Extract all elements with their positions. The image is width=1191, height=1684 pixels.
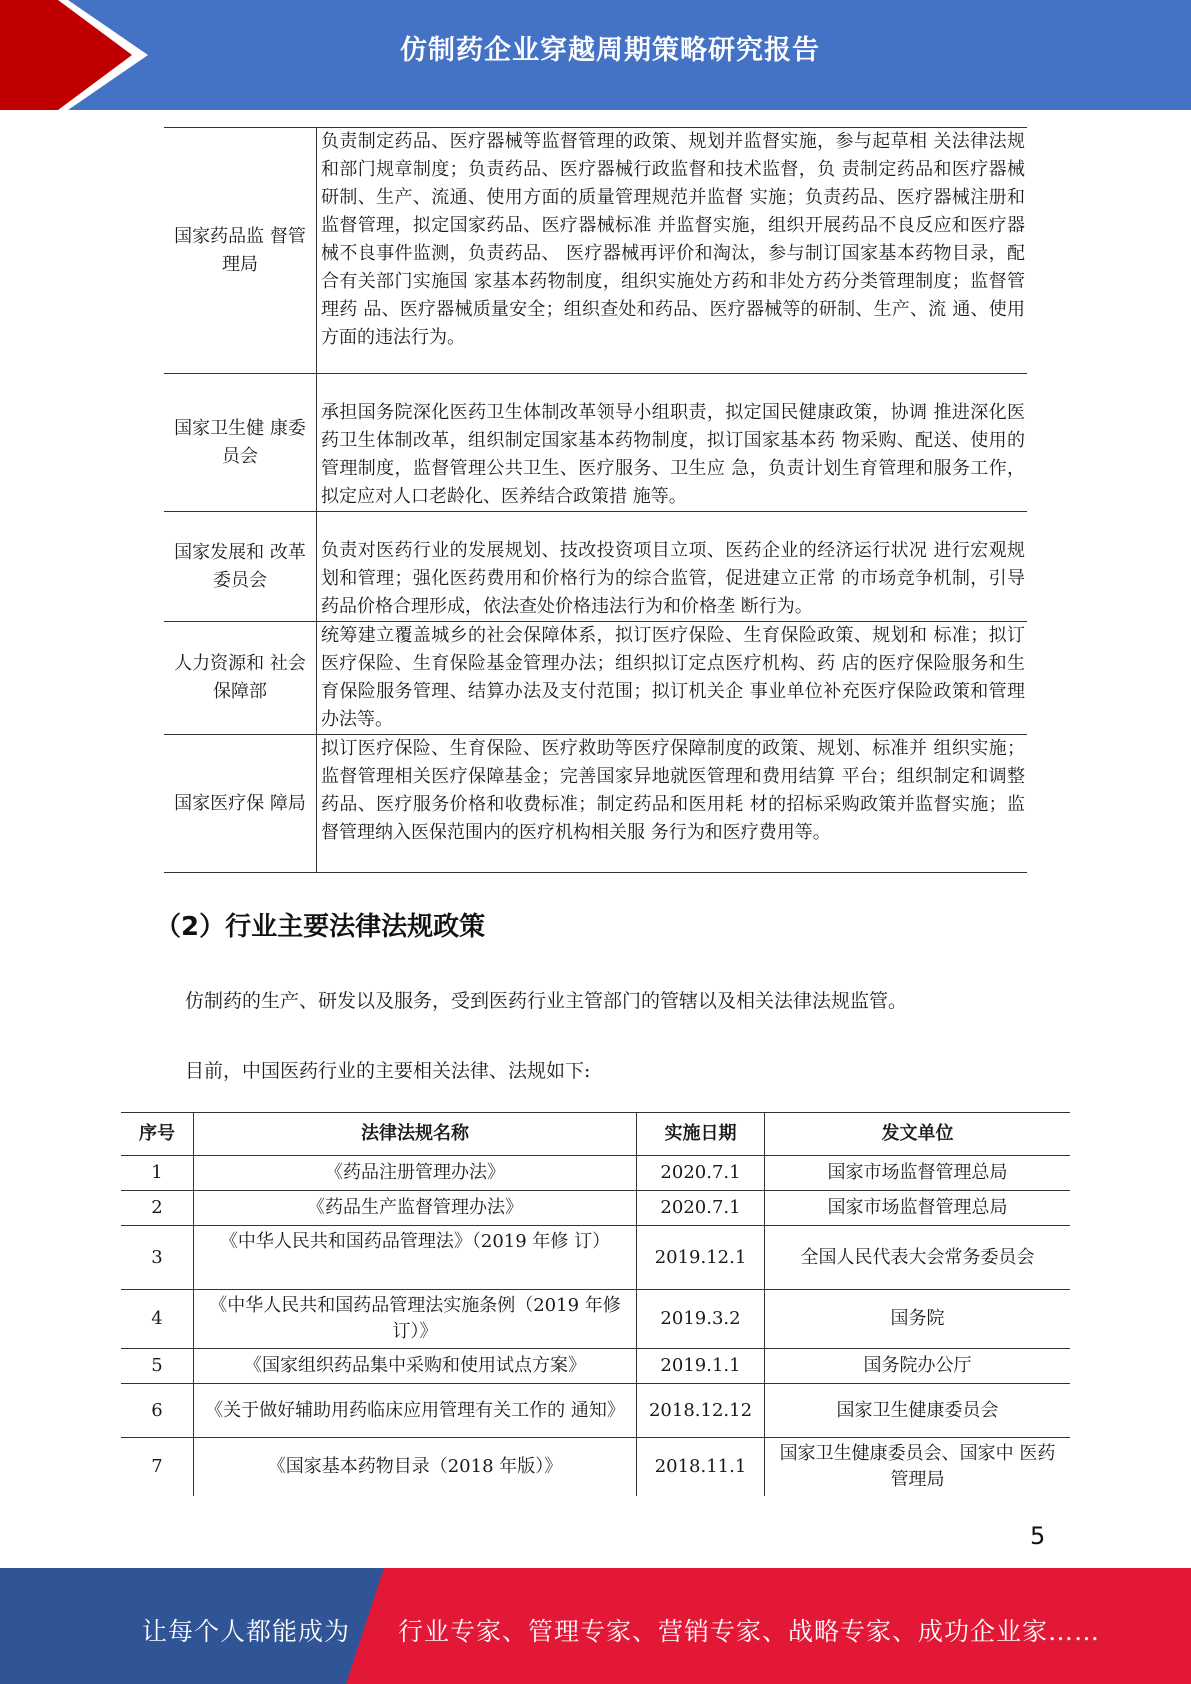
table-row [121, 1226, 1070, 1290]
table-row [121, 1438, 1070, 1497]
table-row [164, 374, 1027, 512]
agency-name: 国家发展和 改革委员会 [164, 512, 317, 622]
issuing-authority: 国家卫生健康委员会 [765, 1384, 1071, 1438]
column-header-date: 实施日期 [637, 1113, 765, 1156]
agency-description: 负责对医药行业的发展规划、技改投资项目立项、医药企业的经济运行状况 进行宏观规划和管理；强化医药费用和价格行为的综合监管，促进建立正常 的市场竞争机制，引导药品价格合理形成，依法查处价格违法行为和价格垄 断行为。 [321, 540, 1025, 617]
issuing-authority: 国务院办公厅 [765, 1349, 1071, 1384]
agency-description: 拟订医疗保险、生育保险、医疗救助等医疗保障制度的政策、规划、标准并 组织实施；监督管理相关医疗保障基金；完善国家异地就医管理和费用结算 平台；组织制定和调整药品、医疗服务价格和收费标准；制定药品和医用耗 材的招标采购政策并监督实施；监督管理纳入医保范围内的医疗机构相关服 务行为和医疗费用等。 [321, 738, 1025, 843]
law-name: 《关于做好辅助用药临床应用管理有关工作的 通知》 [194, 1384, 637, 1438]
agency-description: 承担国务院深化医药卫生体制改革领导小组职责，拟定国民健康政策，协调 推进深化医药卫生体制改革，组织制定国家基本药物制度，拟订国家基本药 物采购、配送、使用的管理制度，监督管理公共卫生、医疗服务、卫生应 急，负责计划生育管理和服务工作，拟定应对人口老龄化、医养结合政策措 施等。 [321, 402, 1025, 507]
table-row [164, 512, 1027, 622]
agency-name: 国家卫生健 康委员会 [164, 374, 317, 512]
table-row [121, 1384, 1070, 1438]
table-row [121, 1191, 1070, 1226]
agency-name: 人力资源和 社会保障部 [164, 622, 317, 735]
page-number: 5 [1030, 1522, 1046, 1550]
agency-description: 统筹建立覆盖城乡的社会保障体系，拟订医疗保险、生育保险政策、规划和 标准；拟订医疗保险、生育保险基金管理办法；组织拟订定点医疗机构、药 店的医疗保险服务和生育保险服务管理、结算办法及支付范围；拟订机关企 事业单位补充医疗保险政策和管理办法等。 [321, 625, 1025, 730]
table-header-row [121, 1113, 1070, 1156]
laws-table [121, 1112, 1070, 1496]
page-header [0, 0, 1191, 110]
law-name: 《国家组织药品集中采购和使用试点方案》 [194, 1349, 637, 1384]
column-header-name: 法律法规名称 [194, 1113, 637, 1156]
agency-description: 负责制定药品、医疗器械等监督管理的政策、规划并监督实施，参与起草相 关法律法规和部门规章制度；负责药品、医疗器械行政监督和技术监督，负 责制定药品和医疗器械研制、生产、流通、使用方面的质量管理规范并监督 实施；负责药品、医疗器械注册和监督管理，拟定国家药品、医疗器械标准 并监督实施，组织开展药品不良反应和医疗器械不良事件监测，负责药品、 医疗器械再评价和淘汰，参与制订国家基本药物目录，配合有关部门实施国 家基本药物制度，组织实施处方药和非处方药分类管理制度；监督管理药 品、医疗器械质量安全；组织查处和药品、医疗器械等的研制、生产、流 通、使用方面的违法行为。 [321, 131, 1025, 348]
issuing-authority: 国务院 [765, 1290, 1071, 1349]
effective-date: 2020.7.1 [637, 1191, 765, 1226]
agency-table [164, 127, 1027, 873]
table-row [121, 1349, 1070, 1384]
row-number: 1 [121, 1156, 194, 1191]
table-row [121, 1156, 1070, 1191]
row-number: 3 [121, 1226, 194, 1290]
row-number: 7 [121, 1438, 194, 1497]
law-name: 《中华人民共和国药品管理法》（2019 年修 订） [194, 1226, 637, 1290]
section-heading: （2）行业主要法律法规政策 [155, 912, 486, 942]
row-number: 4 [121, 1290, 194, 1349]
law-name: 《国家基本药物目录（2018 年版）》 [194, 1438, 637, 1497]
footer-slogan-left: 让每个人都能成为 [142, 1617, 351, 1646]
law-name: 《中华人民共和国药品管理法实施条例（2019 年修订）》 [194, 1290, 637, 1349]
issuing-authority: 全国人民代表大会常务委员会 [765, 1226, 1071, 1290]
page-footer [0, 1568, 1191, 1684]
table-row [164, 735, 1027, 873]
effective-date: 2019.3.2 [637, 1290, 765, 1349]
effective-date: 2019.1.1 [637, 1349, 765, 1384]
issuing-authority: 国家市场监督管理总局 [765, 1156, 1071, 1191]
effective-date: 2018.12.12 [637, 1384, 765, 1438]
agency-name: 国家药品监 督管理局 [164, 128, 317, 374]
effective-date: 2020.7.1 [637, 1156, 765, 1191]
body-paragraph: 仿制药的生产、研发以及服务，受到医药行业主管部门的管辖以及相关法律法规监管。 [185, 990, 908, 1012]
effective-date: 2018.11.1 [637, 1438, 765, 1497]
row-number: 2 [121, 1191, 194, 1226]
table-row [164, 622, 1027, 735]
agency-name: 国家医疗保 障局 [164, 735, 317, 873]
body-paragraph: 目前，中国医药行业的主要相关法律、法规如下: [185, 1060, 591, 1082]
issuing-authority: 国家卫生健康委员会、国家中 医药管理局 [765, 1438, 1071, 1497]
row-number: 5 [121, 1349, 194, 1384]
law-name: 《药品注册管理办法》 [194, 1156, 637, 1191]
footer-slogan-right: 行业专家、管理专家、营销专家、战略专家、成功企业家…… [398, 1617, 1101, 1646]
issuing-authority: 国家市场监督管理总局 [765, 1191, 1071, 1226]
table-row [164, 128, 1027, 374]
table-row [121, 1290, 1070, 1349]
column-header-issuer: 发文单位 [765, 1113, 1071, 1156]
row-number: 6 [121, 1384, 194, 1438]
report-title: 仿制药企业穿越周期策略研究报告 [400, 35, 820, 66]
column-header-number: 序号 [121, 1113, 194, 1156]
effective-date: 2019.12.1 [637, 1226, 765, 1290]
law-name: 《药品生产监督管理办法》 [194, 1191, 637, 1226]
